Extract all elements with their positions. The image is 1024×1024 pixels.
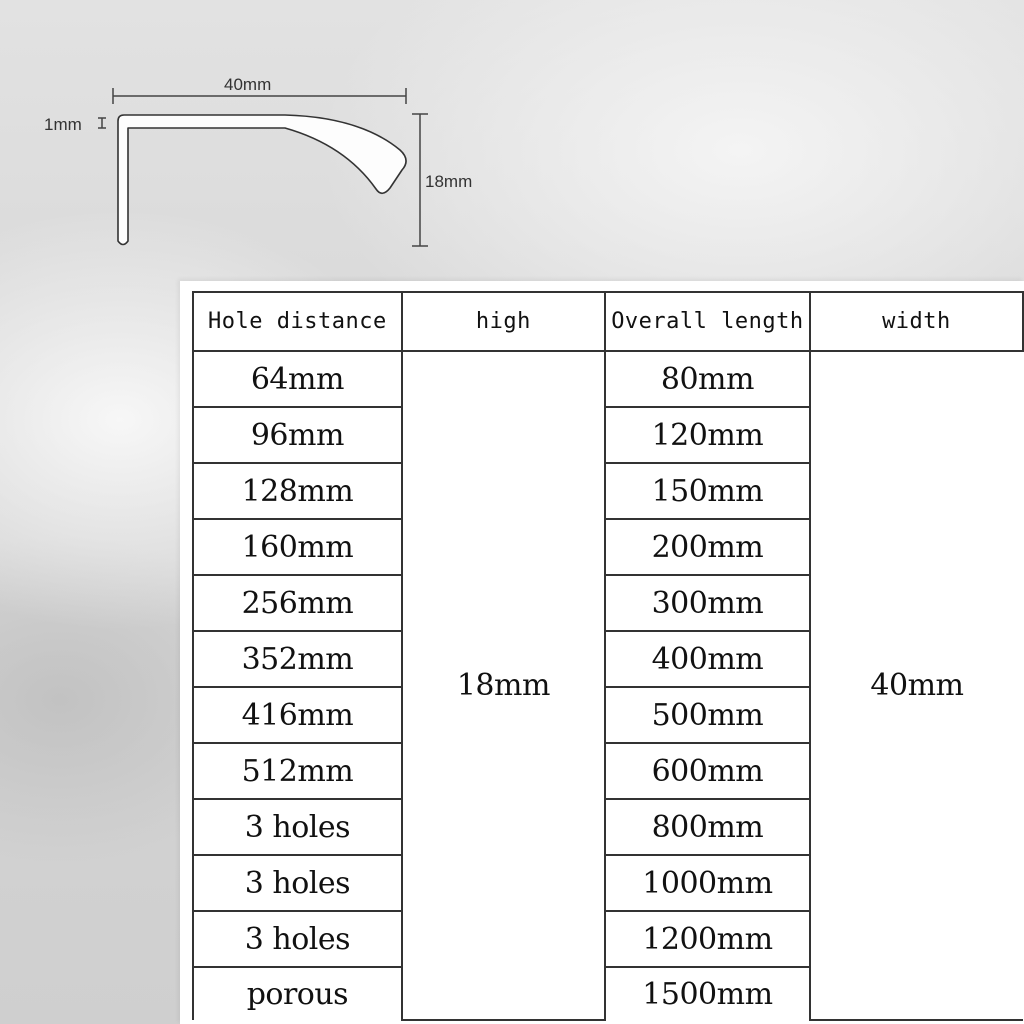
header-overall-length: Overall length — [605, 292, 810, 351]
table-row — [193, 351, 1023, 407]
high-value-cell: 18mm — [402, 351, 605, 1020]
hole-distance-cell: 416mm — [193, 687, 402, 743]
header-hole-distance: Hole distance — [193, 292, 402, 351]
width-dimension-label: 40mm — [224, 75, 272, 94]
hole-distance-cell: 3 holes — [193, 855, 402, 911]
hole-distance-cell: 352mm — [193, 631, 402, 687]
specification-table-panel — [180, 281, 1024, 1024]
hole-distance-cell: 64mm — [193, 351, 402, 407]
hole-distance-cell: 160mm — [193, 519, 402, 575]
overall-length-cell: 600mm — [605, 743, 810, 799]
overall-length-cell: 1500mm — [605, 967, 810, 1020]
hole-distance-cell: 256mm — [193, 575, 402, 631]
overall-length-cell: 80mm — [605, 351, 810, 407]
hole-distance-cell: 512mm — [193, 743, 402, 799]
overall-length-cell: 120mm — [605, 407, 810, 463]
hole-distance-cell: 128mm — [193, 463, 402, 519]
hole-distance-cell: porous — [193, 967, 402, 1020]
overall-length-cell: 400mm — [605, 631, 810, 687]
overall-length-cell: 300mm — [605, 575, 810, 631]
overall-length-cell: 1000mm — [605, 855, 810, 911]
height-dimension-label: 18mm — [425, 172, 473, 191]
header-row — [193, 292, 1023, 351]
overall-length-cell: 150mm — [605, 463, 810, 519]
overall-length-cell: 800mm — [605, 799, 810, 855]
thickness-dimension-label: 1mm — [44, 115, 82, 134]
hole-distance-cell: 3 holes — [193, 911, 402, 967]
overall-length-cell: 1200mm — [605, 911, 810, 967]
header-width: width — [810, 292, 1023, 351]
specification-table — [192, 291, 1024, 1021]
hole-distance-cell: 96mm — [193, 407, 402, 463]
width-value-cell: 40mm — [810, 351, 1023, 1020]
header-high: high — [402, 292, 605, 351]
overall-length-cell: 200mm — [605, 519, 810, 575]
overall-length-cell: 500mm — [605, 687, 810, 743]
handle-cross-section-shape — [118, 115, 406, 245]
hole-distance-cell: 3 holes — [193, 799, 402, 855]
thickness-dimension-marker — [98, 118, 106, 128]
handle-profile-diagram — [0, 0, 520, 270]
